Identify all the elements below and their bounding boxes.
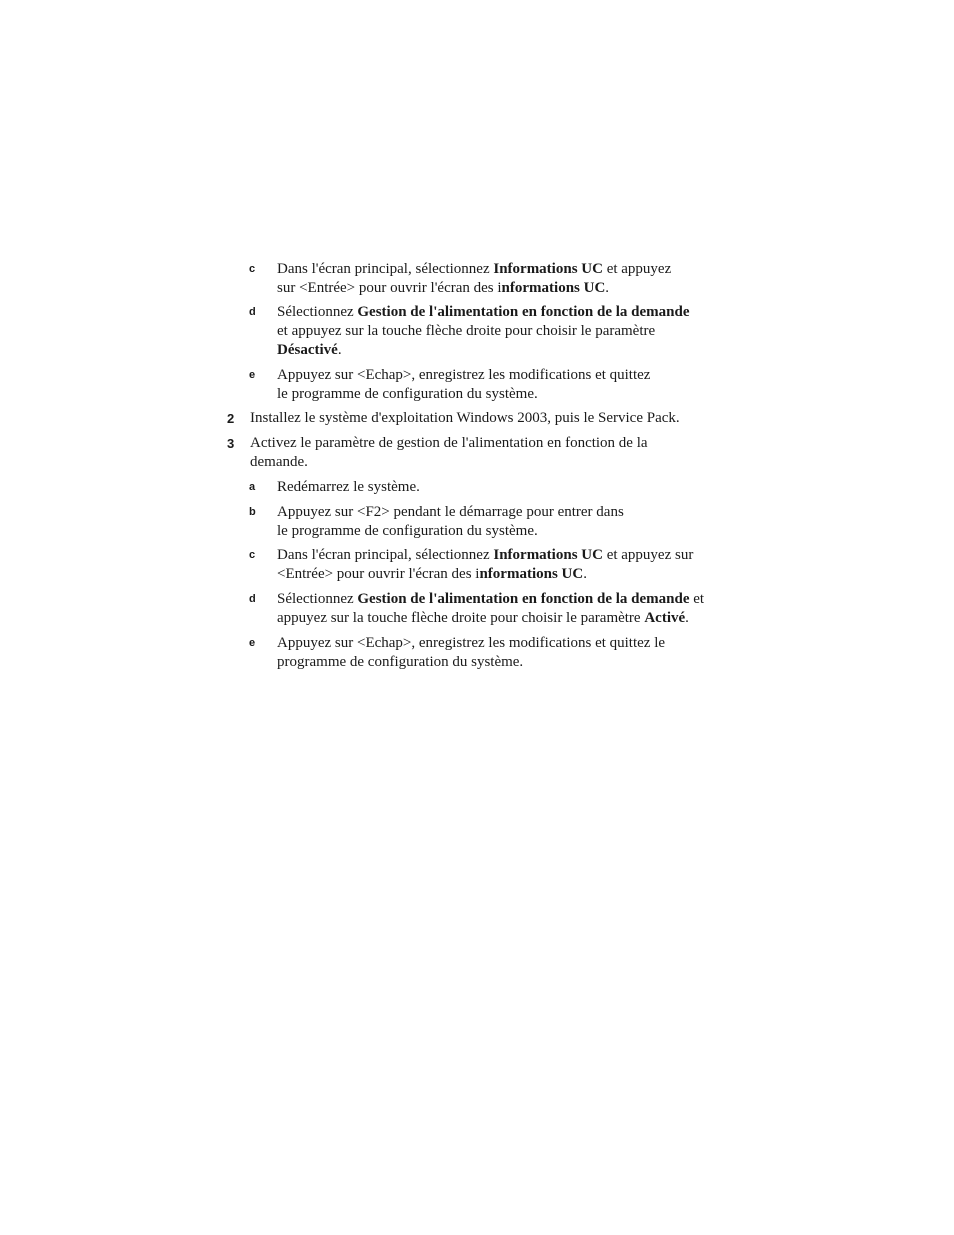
- step-text: [250, 409, 680, 428]
- bold-term: nformations UC: [501, 280, 606, 296]
- bold-term: Informations UC: [493, 547, 603, 563]
- text-run: Redémarrez le système.: [277, 479, 420, 495]
- bold-term: Informations UC: [493, 261, 603, 277]
- text-run: .: [605, 280, 610, 296]
- bold-term: Désactivé: [277, 342, 338, 358]
- text-run: <Entrée> pour ouvrir l'écran des i: [277, 566, 480, 582]
- substep-text: [277, 590, 704, 628]
- text-line: [277, 522, 624, 541]
- text-run: .: [337, 342, 342, 358]
- text-run: le programme de configuration du système.: [277, 523, 538, 539]
- text-run: .: [685, 610, 689, 626]
- text-run: Appuyez sur <Echap>, enregistrez les modifications et quittez le: [277, 635, 666, 651]
- substep-text: [277, 503, 624, 541]
- substep-letter: e: [249, 637, 256, 649]
- bold-term: Gestion de l'alimentation en fonction de la demande: [357, 304, 690, 320]
- text-run: Dans l'écran principal, sélectionnez: [277, 547, 494, 563]
- text-run: Activez le paramètre de gestion de l'alimentation en fonction de la: [250, 435, 648, 451]
- text-run: et appuyez sur: [602, 547, 694, 563]
- substep-text: [277, 478, 420, 497]
- text-line: [277, 303, 689, 322]
- text-run: et appuyez sur la touche flèche droite pour choisir le paramètre: [277, 323, 656, 339]
- text-line: [277, 260, 671, 279]
- text-run: et: [689, 591, 705, 607]
- substep-letter: c: [249, 549, 256, 561]
- text-line: [250, 453, 648, 472]
- text-line: [277, 322, 689, 341]
- bold-term: Activé: [644, 610, 686, 626]
- text-run: appuyez sur la touche flèche droite pour choisir le paramètre: [277, 610, 645, 626]
- substep-letter: c: [249, 263, 256, 275]
- substep-text: [277, 546, 693, 584]
- substep-letter: b: [249, 506, 256, 518]
- bold-term: nformations UC: [479, 566, 584, 582]
- text-line: [277, 565, 693, 584]
- text-line: [277, 341, 689, 360]
- text-run: .: [583, 566, 587, 582]
- text-line: [250, 409, 680, 428]
- substep-letter: d: [249, 593, 256, 605]
- text-line: [277, 503, 624, 522]
- text-line: [277, 385, 650, 404]
- text-run: et appuyez: [602, 261, 672, 277]
- text-line: [277, 546, 693, 565]
- substep-letter: a: [249, 481, 256, 493]
- substep-text: [277, 303, 689, 360]
- substep-text: [277, 366, 650, 404]
- text-line: [277, 634, 665, 653]
- text-run: sur <Entrée> pour ouvrir l'écran des i: [277, 280, 502, 296]
- text-line: [277, 478, 420, 497]
- text-run: le programme de configuration du système.: [277, 386, 538, 402]
- text-run: demande.: [250, 454, 308, 470]
- text-run: Dans l'écran principal, sélectionnez: [277, 261, 494, 277]
- text-run: programme de configuration du système.: [277, 654, 524, 670]
- text-run: Sélectionnez: [277, 591, 358, 607]
- step-number: 2: [227, 411, 235, 426]
- text-line: [277, 653, 665, 672]
- text-run: Sélectionnez: [277, 304, 358, 320]
- text-run: Appuyez sur <F2> pendant le démarrage pour entrer dans: [277, 504, 624, 520]
- text-line: [277, 279, 671, 298]
- text-line: [277, 609, 704, 628]
- text-run: Appuyez sur <Echap>, enregistrez les modifications et quittez: [277, 367, 651, 383]
- text-line: [277, 366, 650, 385]
- bold-term: Gestion de l'alimentation en fonction de la demande: [357, 591, 690, 607]
- step-text: [250, 434, 648, 472]
- substep-letter: d: [249, 306, 256, 318]
- text-run: Installez le système d'exploitation Windows 2003, puis le Service Pack.: [250, 410, 680, 426]
- substep-text: [277, 260, 671, 298]
- substep-text: [277, 634, 665, 672]
- step-number: 3: [227, 436, 235, 451]
- substep-letter: e: [249, 369, 256, 381]
- text-line: [277, 590, 704, 609]
- text-line: [250, 434, 648, 453]
